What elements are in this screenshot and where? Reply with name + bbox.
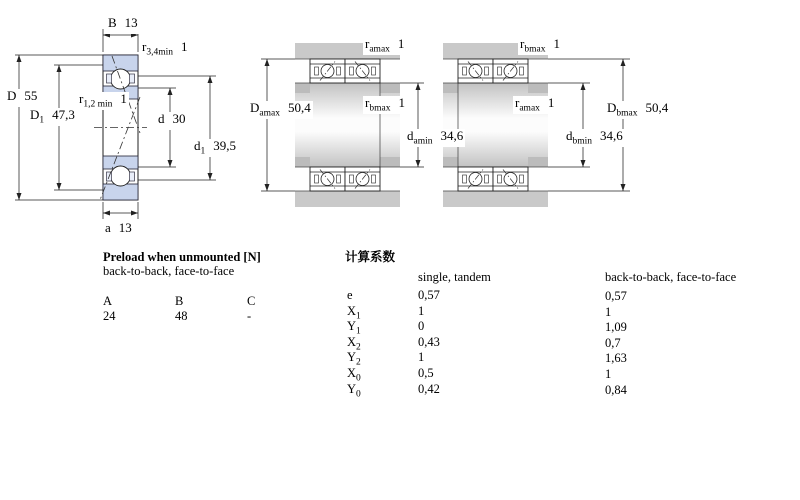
factor-symbol: $X_0$ — [347, 366, 361, 384]
dim-label-d: d 30 — [156, 112, 188, 130]
dim-label-D: D 55 — [5, 89, 39, 107]
dim-label-rbmax-a: $r_{bmax}$ 1 — [365, 95, 405, 114]
factor-value: 0,84 — [605, 383, 627, 397]
dim-label-d1: $d_1$ 39,5 — [194, 138, 236, 157]
factor-value: 1,63 — [605, 351, 627, 365]
dim-label-a: a 13 — [103, 221, 134, 239]
factor-symbol: e — [347, 288, 353, 302]
factor-value: 1 — [418, 304, 425, 318]
factor-symbol: $X_2$ — [347, 335, 361, 353]
dim-label-dbmin: $d_{bmin}$ 34,6 — [566, 128, 623, 147]
shaft-shoulder — [443, 157, 458, 167]
preload-col-header: A — [103, 294, 113, 308]
housing-bottom — [443, 191, 548, 207]
preload-col-header: B — [175, 294, 184, 308]
dim-label-D1: $D_1$ 47,3 — [30, 107, 75, 126]
dim-label-B: B 13 — [106, 16, 140, 34]
shaft-shoulder — [443, 83, 458, 93]
dim-label-Damax: $D_{amax}$ 50,4 — [250, 100, 311, 119]
shaft-shoulder — [295, 157, 310, 167]
factor-value: 0 — [418, 319, 425, 333]
factors-title: 计算系数 — [345, 250, 396, 264]
preload-value: 24 — [103, 309, 116, 323]
dim-label-ramax-a: $r_{amax}$ 1 — [365, 36, 405, 55]
factor-value: 0,57 — [418, 288, 440, 302]
factor-value: 0,7 — [605, 336, 621, 350]
dim-label-ramax-b: $r_{amax}$ 1 — [515, 95, 555, 114]
factor-value: 0,5 — [418, 366, 434, 380]
factor-symbol: $Y_0$ — [347, 382, 361, 400]
factor-value: 1 — [605, 367, 612, 381]
preload-subtitle: back-to-back, face-to-face — [103, 264, 235, 278]
dim-label-Dbmax: $D_{bmax}$ 50,4 — [607, 100, 669, 119]
dim-label-damin: $d_{amin}$ 34,6 — [407, 128, 464, 147]
dim-label-rbmax-b: $r_{bmax}$ 1 — [520, 36, 560, 55]
housing-bottom — [295, 191, 400, 207]
dimension-lines-right — [548, 59, 630, 191]
arrangement-a-drawing — [295, 43, 400, 207]
factor-value: 0,42 — [418, 382, 440, 396]
preload-value: 48 — [175, 309, 188, 323]
shaft-shoulder — [380, 83, 400, 93]
factor-value: 1,09 — [605, 320, 627, 334]
factor-symbol: $Y_1$ — [347, 319, 361, 337]
dim-label-r34: $r_{3,4min}$ 1 — [142, 39, 188, 58]
preload-value: - — [247, 309, 252, 323]
preload-title: Preload when unmounted [N] — [103, 250, 261, 264]
factor-value: 0,43 — [418, 335, 440, 349]
dimension-arrows-right — [581, 59, 626, 191]
factor-value: 1 — [605, 305, 612, 319]
factor-symbol: $Y_2$ — [347, 350, 361, 368]
factor-value: 1 — [418, 350, 425, 364]
ball-bottom — [111, 166, 131, 186]
bearing-cross-section — [94, 55, 147, 200]
factors-header-btb: back-to-back, face-to-face — [605, 270, 737, 284]
shaft-shoulder — [528, 83, 548, 93]
shaft-shoulder — [380, 157, 400, 167]
ball-top — [111, 69, 131, 89]
shaft-shoulder — [295, 83, 310, 93]
factor-symbol: $X_1$ — [347, 304, 361, 322]
shaft-shoulder — [528, 157, 548, 167]
preload-col-header: C — [247, 294, 256, 308]
factors-header-single: single, tandem — [418, 270, 491, 284]
factor-value: 0,57 — [605, 289, 627, 303]
dim-label-r12: $r_{1,2 min}$ 1 — [79, 91, 127, 110]
arrangement-b-drawing — [443, 43, 548, 207]
